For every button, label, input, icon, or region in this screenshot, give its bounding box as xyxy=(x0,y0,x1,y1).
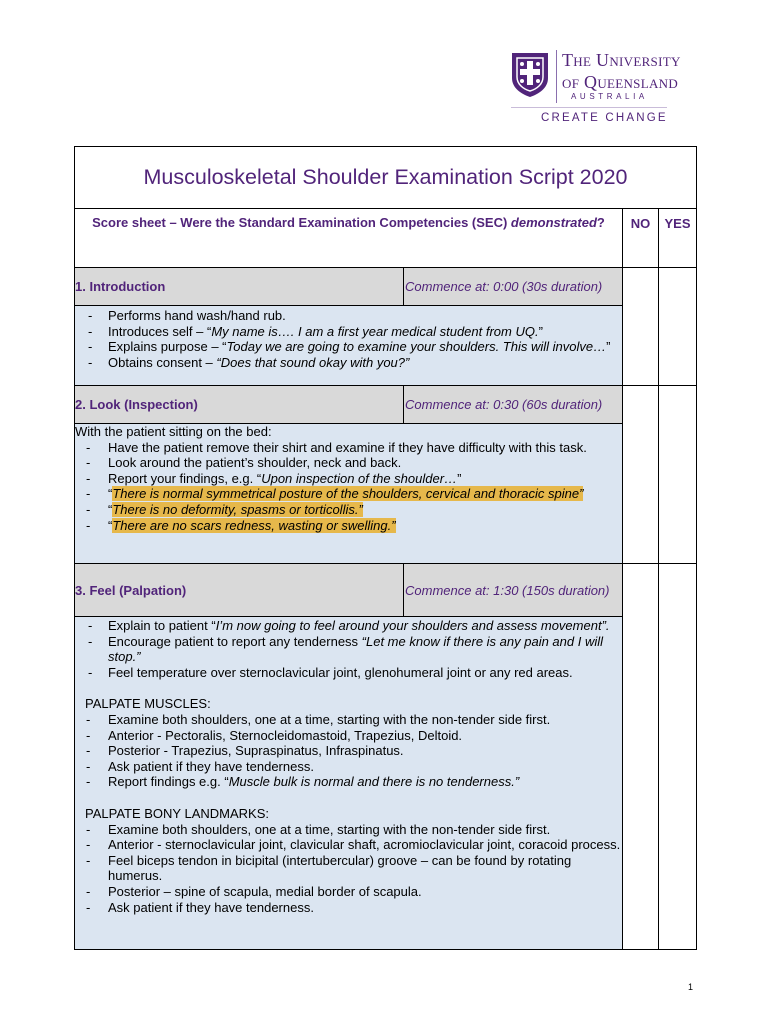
item-text: Report findings e.g. “ xyxy=(108,774,229,790)
item-text: ” xyxy=(538,323,543,339)
item-quote: Muscle bulk is normal and there is no tenderness.” xyxy=(228,774,520,790)
look-yes-checkbox[interactable] xyxy=(659,386,697,564)
item-text: “ xyxy=(108,501,113,517)
list-item xyxy=(75,471,622,487)
item-quote: I’m now going to feel around your shoulders and assess movement”. xyxy=(215,618,610,633)
item-text: Ask patient if they have tenderness. xyxy=(108,899,314,915)
item-quote: “Does that sound okay with you?” xyxy=(216,354,410,370)
list-item xyxy=(75,743,622,759)
section-look-time: Commence at: 0:30 (60s duration) xyxy=(404,386,623,424)
document-title: Musculoskeletal Shoulder Examination Script 2020 xyxy=(75,147,697,209)
list-item xyxy=(75,728,622,744)
item-quote: “Let me know if there is any pain and I will stop.” xyxy=(108,633,604,665)
section-feel-body xyxy=(75,617,623,950)
section-feel-time: Commence at: 1:30 (150s duration) xyxy=(404,564,623,617)
palpate-muscles-list xyxy=(75,712,622,790)
item-text: Feel biceps tendon in bicipital (intertubercular) groove – can be found by rotating humerus. xyxy=(108,852,572,884)
yes-column-header: YES xyxy=(659,209,697,268)
score-sheet-heading xyxy=(75,209,623,268)
score-heading-emphasis: demonstrated xyxy=(510,215,597,230)
section-introduction-time: Commence at: 0:00 (30s duration) xyxy=(404,268,623,306)
logo-divider xyxy=(556,50,557,103)
uq-crest-icon xyxy=(511,52,549,98)
highlighted-finding: There is no deformity, spasms or torticollis.” xyxy=(112,501,363,517)
tagline: CREATE CHANGE xyxy=(541,112,668,124)
item-text: Examine both shoulders, one at a time, starting with the non-tender side first. xyxy=(108,821,551,837)
item-text: Have the patient remove their shirt and examine if they have difficulty with this task. xyxy=(108,439,587,455)
item-text: Introduces self – “ xyxy=(108,323,212,339)
no-column-header: NO xyxy=(623,209,659,268)
item-text: Encourage patient to report any tenderness xyxy=(108,633,362,649)
section-introduction-title: 1. Introduction xyxy=(75,268,404,306)
palpate-muscles-heading: PALPATE MUSCLES: xyxy=(85,696,211,712)
item-text: “ xyxy=(108,517,113,533)
list-item xyxy=(75,759,622,775)
look-no-checkbox[interactable] xyxy=(623,386,659,564)
item-text: Posterior – spine of scapula, medial border of scapula. xyxy=(108,883,422,899)
score-sheet-table xyxy=(74,146,697,950)
list-item xyxy=(75,712,622,728)
university-name-line1: The University xyxy=(562,50,681,70)
list-item xyxy=(75,339,622,355)
item-text: Report your findings, e.g. “ xyxy=(108,470,262,486)
list-item xyxy=(75,837,622,853)
list-item xyxy=(75,900,622,916)
introduction-list xyxy=(75,308,622,370)
highlighted-finding: There is normal symmetrical posture of the shoulders, cervical and thoracic spine” xyxy=(112,486,584,502)
item-text: Explains purpose – “ xyxy=(108,339,227,355)
item-text: Ask patient if they have tenderness. xyxy=(108,758,314,774)
item-quote: Today we are going to examine your shoulders. This will involve… xyxy=(226,339,607,355)
palpate-bony-landmarks-list xyxy=(75,822,622,916)
intro-yes-checkbox[interactable] xyxy=(659,268,697,386)
item-text: Performs hand wash/hand rub. xyxy=(108,308,286,323)
palpate-bony-landmarks-heading: PALPATE BONY LANDMARKS: xyxy=(85,805,269,821)
list-item xyxy=(75,665,622,681)
logo-rule xyxy=(511,107,667,108)
list-item xyxy=(75,618,622,634)
item-text: ” xyxy=(606,339,611,355)
list-item xyxy=(75,634,622,665)
item-text: “ xyxy=(108,486,113,502)
item-text: Anterior - Pectoralis, Sternocleidomastoid, Trapezius, Deltoid. xyxy=(108,727,463,743)
list-item xyxy=(75,518,622,534)
item-quote: My name is…. I am a first year medical student from UQ. xyxy=(211,323,539,339)
highlighted-finding: There are no scars redness, wasting or swelling.” xyxy=(112,517,396,533)
university-name-line2: of Queensland xyxy=(562,72,679,92)
page-number: 1 xyxy=(688,982,694,992)
university-country: AUSTRALIA xyxy=(571,92,648,101)
score-heading-suffix: ? xyxy=(596,215,605,230)
feel-no-checkbox[interactable] xyxy=(623,564,659,950)
list-item xyxy=(75,853,622,884)
list-item xyxy=(75,774,622,790)
section-introduction-body xyxy=(75,306,623,386)
item-text: ” xyxy=(457,470,462,486)
intro-no-checkbox[interactable] xyxy=(623,268,659,386)
list-item xyxy=(75,884,622,900)
score-heading-text: Score sheet – Were the Standard Examination Competencies (SEC) xyxy=(92,215,511,230)
section-feel-title: 3. Feel (Palpation) xyxy=(75,564,404,617)
item-quote: Upon inspection of the shoulder… xyxy=(261,470,458,486)
section-look-title: 2. Look (Inspection) xyxy=(75,386,404,424)
feel-yes-checkbox[interactable] xyxy=(659,564,697,950)
list-item xyxy=(75,455,622,471)
feel-list xyxy=(75,618,622,680)
item-text: Obtains consent – xyxy=(108,354,217,370)
look-list xyxy=(75,440,622,534)
list-item xyxy=(75,355,622,371)
item-text: Examine both shoulders, one at a time, starting with the non-tender side first. xyxy=(108,711,551,727)
list-item xyxy=(75,822,622,838)
item-text: Look around the patient’s shoulder, neck and back. xyxy=(108,455,402,471)
list-item xyxy=(75,486,622,502)
list-item xyxy=(75,324,622,340)
list-item xyxy=(75,440,622,456)
item-text: Explain to patient “ xyxy=(108,618,216,633)
item-text: Posterior - Trapezius, Supraspinatus, Infraspinatus. xyxy=(108,743,404,759)
list-item xyxy=(75,308,622,324)
item-text: Anterior - sternoclavicular joint, clavicular shaft, acromioclavicular joint, coracoid process. xyxy=(108,837,621,853)
list-item xyxy=(75,502,622,518)
item-text: Feel temperature over sternoclavicular joint, glenohumeral joint or any red areas. xyxy=(108,664,573,680)
section-look-body xyxy=(75,424,623,564)
look-lead: With the patient sitting on the bed: xyxy=(75,424,272,439)
